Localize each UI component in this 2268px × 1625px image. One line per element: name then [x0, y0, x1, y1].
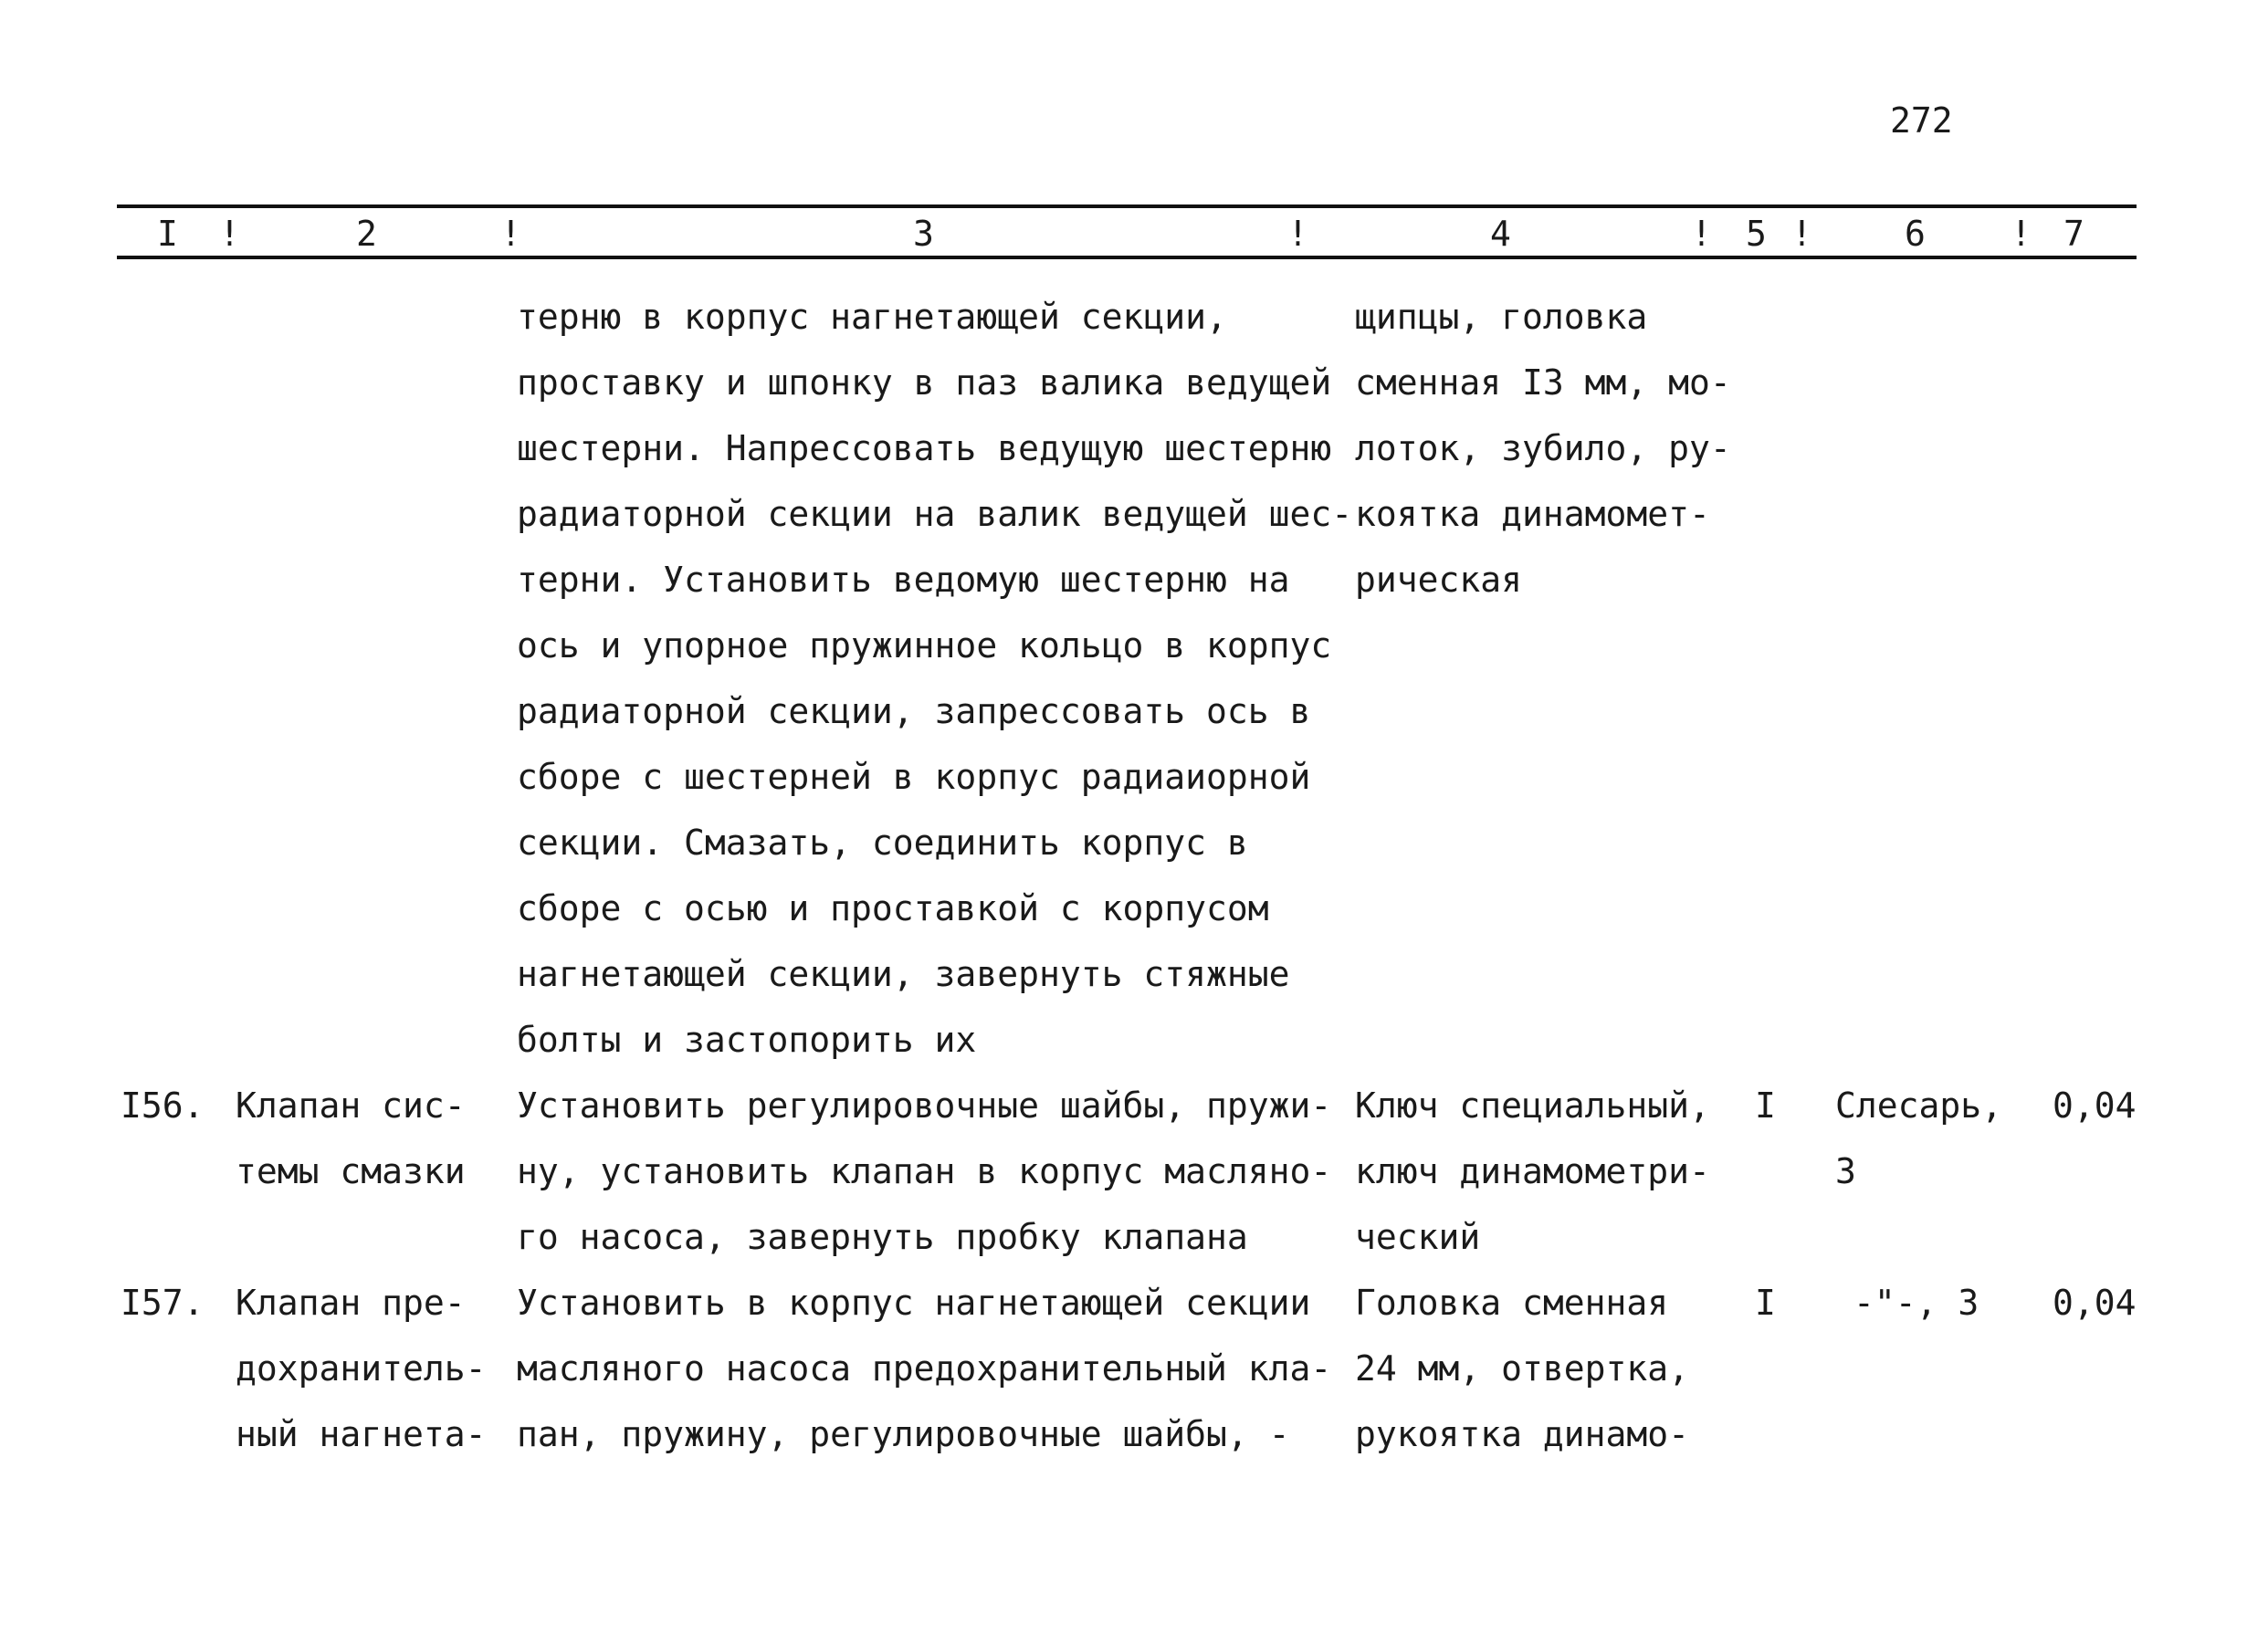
tools-text: Головка сменная [1355, 1283, 1669, 1323]
text-line: ось и упорное пружинное кольцо в корпус [517, 625, 1332, 666]
header-col4: 4 [1490, 214, 1511, 254]
tools-text: Ключ специальный, [1355, 1085, 1710, 1126]
header-col6: 6 [1905, 214, 1926, 254]
text-line: нагнетающей секции, завернуть стяжные [517, 954, 1290, 994]
operation-text: пан, пружину, регулировочные шайбы, - [517, 1414, 1290, 1454]
worker-grade: 3 [1835, 1151, 1856, 1191]
text-line: лоток, зубило, ру- [1355, 428, 1731, 468]
header-sep: ! [1287, 214, 1308, 254]
text-line: терни. Установить ведомую шестерню на [517, 560, 1290, 600]
part-name: дохранитель- [236, 1348, 487, 1389]
tools-text: ключ динамометри- [1355, 1151, 1710, 1191]
text-line: проставку и шпонку в паз валика ведущей [517, 362, 1332, 403]
header-col2: 2 [356, 214, 377, 254]
page-number: 272 [1890, 100, 1953, 141]
header-top-rule [117, 204, 2137, 208]
quantity: I [1755, 1283, 1776, 1323]
header-sep: ! [500, 214, 521, 254]
operation-text: Установить в корпус нагнетающей секции [517, 1283, 1311, 1323]
time-norm: 0,04 [2053, 1283, 2137, 1323]
part-name: Клапан сис- [236, 1085, 466, 1126]
text-line: рическая [1355, 560, 1523, 600]
worker: -"-, 3 [1853, 1283, 1979, 1323]
operation-text: го насоса, завернуть пробку клапана [517, 1217, 1248, 1257]
header-sep: ! [2011, 214, 2032, 254]
tools-text: 24 мм, отвертка, [1355, 1348, 1690, 1389]
header-col7: 7 [2063, 214, 2084, 254]
text-line: сборе с осью и проставкой с корпусом [517, 888, 1269, 928]
text-line: шестерни. Напрессовать ведущую шестерню [517, 428, 1332, 468]
text-line: радиаторной секции, запрессовать ось в [517, 691, 1311, 731]
text-line: секции. Смазать, соединить корпус в [517, 823, 1248, 863]
operation-text: Установить регулировочные шайбы, пружи- [517, 1085, 1332, 1126]
text-line: болты и застопорить их [517, 1020, 977, 1060]
part-name: ный нагнета- [236, 1414, 487, 1454]
part-name: темы смазки [236, 1151, 466, 1191]
quantity: I [1755, 1085, 1776, 1126]
header-sep: ! [1791, 214, 1812, 254]
text-line: радиаторной секции на валик ведущей шес- [517, 494, 1353, 534]
header-col1: I [157, 214, 178, 254]
row-number: I56. [121, 1085, 205, 1126]
header-sep: ! [1691, 214, 1712, 254]
worker: Слесарь, [1835, 1085, 2003, 1126]
text-line: сборе с шестерней в корпус радиаиорной [517, 757, 1311, 797]
header-col5: 5 [1746, 214, 1767, 254]
row-number: I57. [121, 1283, 205, 1323]
header-bottom-rule [117, 256, 2137, 259]
text-line: сменная I3 мм, мо- [1355, 362, 1731, 403]
tools-text: ческий [1355, 1217, 1481, 1257]
tools-text: рукоятка динамо- [1355, 1414, 1690, 1454]
text-line: щипцы, головка [1355, 297, 1648, 337]
time-norm: 0,04 [2053, 1085, 2137, 1126]
header-col3: 3 [913, 214, 934, 254]
operation-text: масляного насоса предохранительный кла- [517, 1348, 1332, 1389]
header-sep: ! [219, 214, 240, 254]
text-line: коятка динамомет- [1355, 494, 1710, 534]
part-name: Клапан пре- [236, 1283, 466, 1323]
text-line: терню в корпус нагнетающей секции, [517, 297, 1227, 337]
operation-text: ну, установить клапан в корпус масляно- [517, 1151, 1332, 1191]
